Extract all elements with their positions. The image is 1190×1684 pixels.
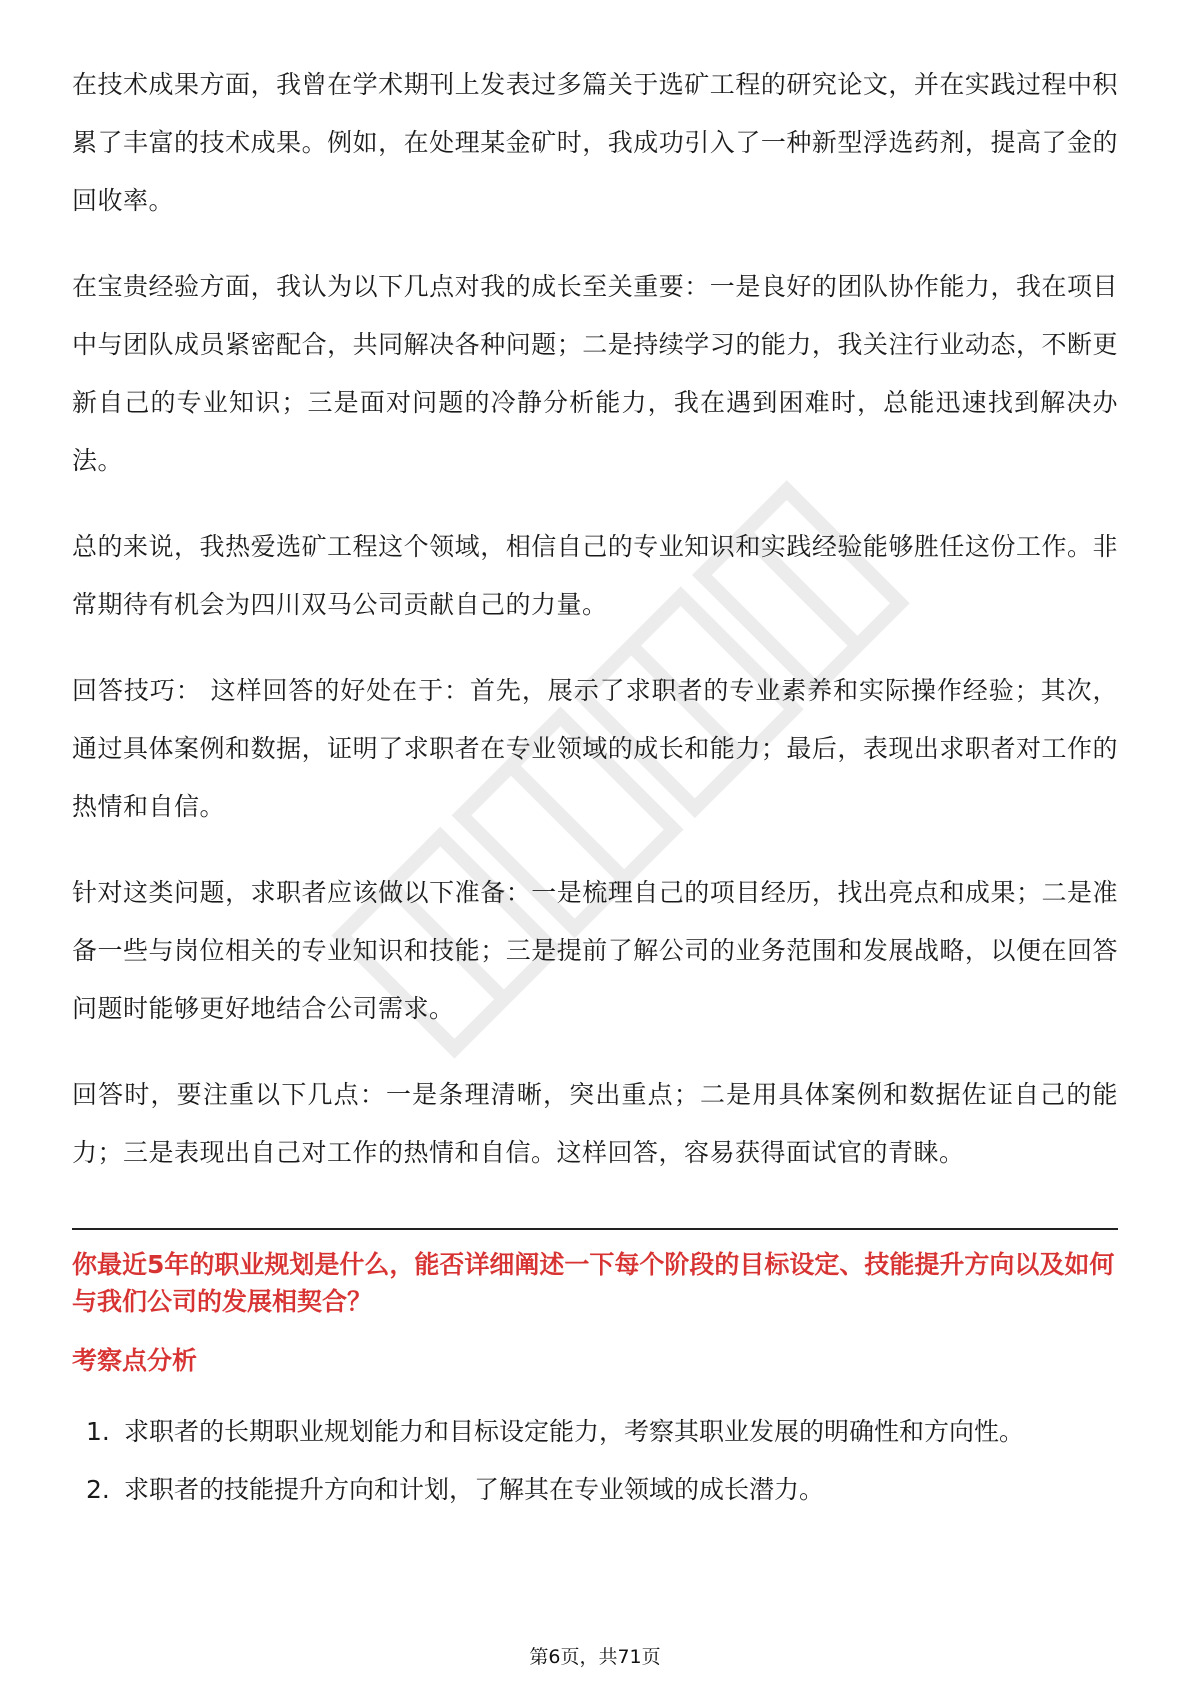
- list-item: [72, 1461, 1118, 1519]
- paragraph-technical-achievements: 在技术成果方面，我曾在学术期刊上发表过多篇关于选矿工程的研究论文，并在实践过程中积累了丰富的技术成果。例如，在处理某金矿时，我成功引入了一种新型浮选药剂，提高了金的回收率。: [72, 70, 1118, 215]
- list-item-text: 求职者的技能提升方向和计划，了解其在专业领域的成长潜力。: [124, 1475, 825, 1504]
- page-footer: 第6页，共71页: [529, 1646, 661, 1668]
- paragraph-preparation: 针对这类问题，求职者应该做以下准备：一是梳理自己的项目经历，找出亮点和成果；二是准备一些与岗位相关的专业知识和技能；三是提前了解公司的业务范围和发展战略，以便在回答问题时能够更好地结合公司需求。: [72, 878, 1118, 1023]
- list-item-text: 求职者的长期职业规划能力和目标设定能力，考察其职业发展的明确性和方向性。: [124, 1417, 1025, 1446]
- paragraph-answer-points: 回答时，要注重以下几点：一是条理清晰，突出重点；二是用具体案例和数据佐证自己的能力；三是表现出自己对工作的热情和自信。这样回答，容易获得面试官的青睐。: [72, 1080, 1118, 1167]
- paragraph-summary: 总的来说，我热爱选矿工程这个领域，相信自己的专业知识和实践经验能够胜任这份工作。非常期待有机会为四川双马公司贡献自己的力量。: [72, 532, 1118, 619]
- paragraph-answer-tips: 回答技巧： 这样回答的好处在于：首先，展示了求职者的专业素养和实际操作经验；其次，通过具体案例和数据，证明了求职者在专业领域的成长和能力；最后，表现出求职者对工作的热情和自信。: [72, 676, 1118, 821]
- page-content: [72, 56, 1118, 1519]
- section-title: 考察点分析: [72, 1346, 198, 1375]
- list-item: [72, 1403, 1118, 1461]
- list-item-number: 1.: [86, 1417, 110, 1446]
- list-item-number: 2.: [86, 1475, 110, 1504]
- analysis-list: [72, 1403, 1118, 1519]
- section-divider: [72, 1228, 1118, 1230]
- paragraph-valuable-experience: 在宝贵经验方面，我认为以下几点对我的成长至关重要：一是良好的团队协作能力，我在项目中与团队成员紧密配合，共同解决各种问题；二是持续学习的能力，我关注行业动态，不断更新自己的专业知识；三是面对问题的冷静分析能力，我在遇到困难时，总能迅速找到解决办法。: [72, 272, 1118, 475]
- interview-question: 你最近5年的职业规划是什么，能否详细阐述一下每个阶段的目标设定、技能提升方向以及如何与我们公司的发展相契合？: [72, 1250, 1115, 1316]
